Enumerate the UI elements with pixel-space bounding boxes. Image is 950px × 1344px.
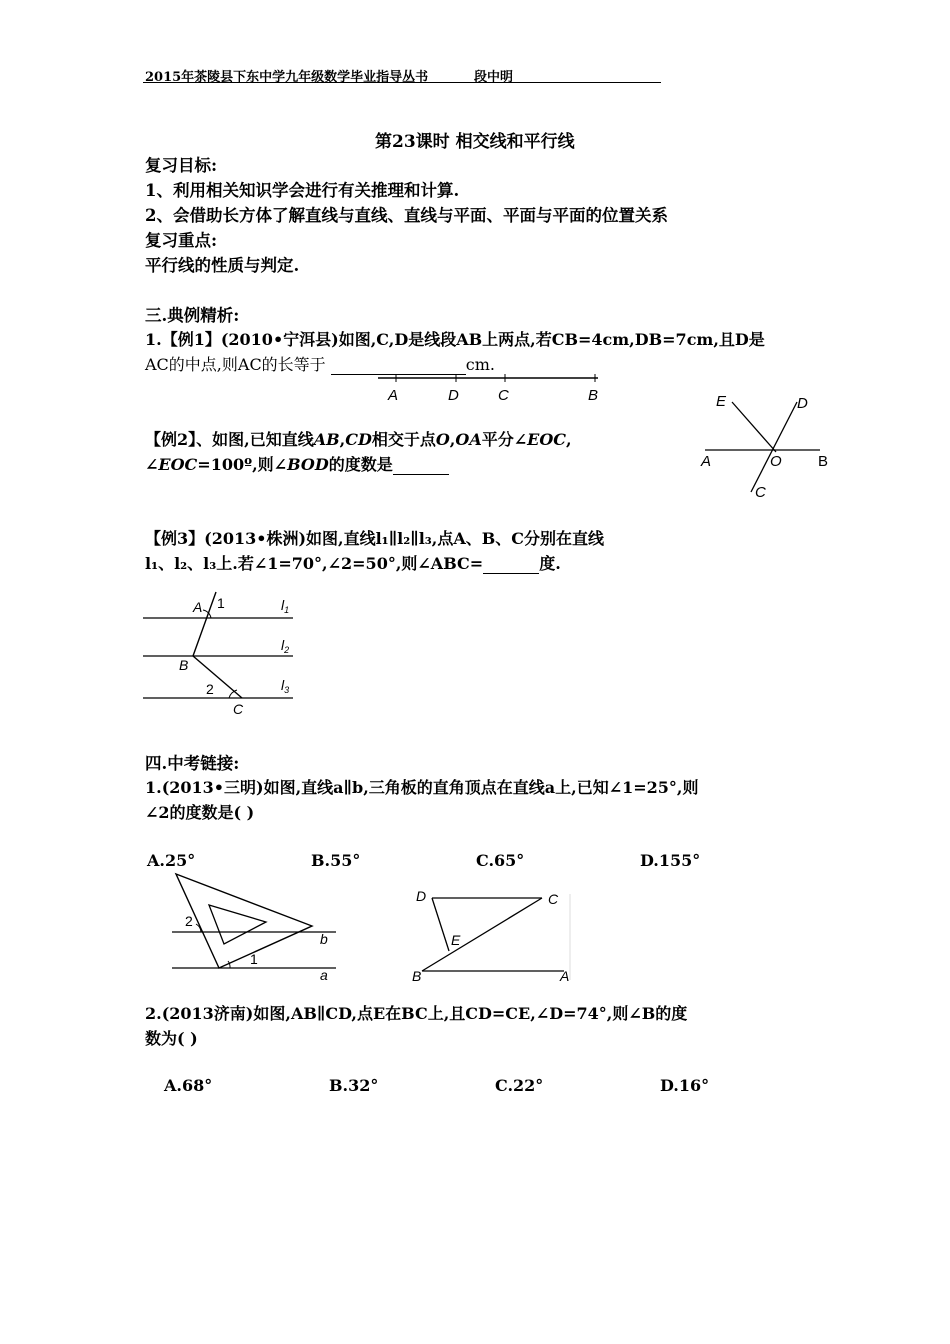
- goals-heading: 复习目标:: [145, 156, 218, 175]
- ex2-text-e: ,: [566, 430, 572, 449]
- q1-label-b: b: [320, 931, 328, 947]
- q2-option-d: D.16°: [660, 1076, 710, 1095]
- ex2-text-b: 相交于点: [371, 430, 436, 449]
- ex2-var-eoc: EOC: [527, 430, 567, 449]
- ex3-label-angle1: 1: [217, 595, 225, 611]
- ex2-label-d: D: [797, 395, 808, 412]
- goal-item-2: 2、会借助长方体了解直线与直线、直线与平面、平面与平面的位置关系: [145, 206, 668, 225]
- q1-option-b: B.55°: [311, 851, 361, 870]
- ex2-var-oa: OA: [455, 430, 482, 449]
- goal-item-1: 1、利用相关知识学会进行有关推理和计算.: [145, 181, 460, 200]
- q1-option-a: A.25°: [147, 851, 196, 870]
- section3-heading: 三.典例精析:: [145, 306, 240, 325]
- ex2-angle-sign: ∠: [145, 455, 159, 474]
- ex3-answer-blank: [483, 554, 539, 574]
- ex1-label-d: D: [448, 387, 459, 404]
- ex1-line2-text: AC的中点,则AC的长等于: [145, 355, 326, 374]
- ex2-label-c: C: [755, 484, 766, 501]
- ex3-label-b: B: [179, 657, 189, 673]
- ex2-text-f: =100º,则∠: [197, 455, 288, 474]
- ex3-label-l3: $l_3$: [281, 677, 290, 695]
- q2-label-e: E: [451, 932, 461, 948]
- ex2-var-eoc2: EOC: [158, 455, 198, 474]
- q1-label-a: a: [320, 967, 328, 983]
- ex2-text-a: 【例2】、如图,已知直线: [145, 430, 314, 449]
- ex2-label-b: B: [818, 453, 829, 470]
- ex2-text-c: ,: [449, 430, 456, 449]
- q2-parallel-figure: [410, 884, 580, 984]
- section4-heading: 四.中考链接:: [145, 754, 240, 773]
- ex3-label-angle2: 2: [206, 681, 214, 697]
- ex2-line2: [145, 452, 449, 475]
- q1-label-angle1: 1: [250, 951, 258, 967]
- q2-option-b: B.32°: [329, 1076, 379, 1095]
- q2-option-a: A.68°: [164, 1076, 213, 1095]
- ex1-segment-figure: [378, 372, 618, 408]
- q1-triangle-ruler-figure: [170, 872, 350, 982]
- ex2-var-o: O: [435, 430, 450, 449]
- ex2-label-o: O: [770, 453, 782, 470]
- ex2-var-ab: AB: [313, 430, 340, 449]
- ex2-comma: ,: [339, 430, 346, 449]
- q2-line2: 数为( ): [145, 1029, 198, 1048]
- q2-label-c: C: [548, 891, 559, 907]
- q2-line1: 2.(2013济南)如图,AB∥CD,点E在BC上,且CD=CE,∠D=74°,则∠B的度: [145, 1004, 688, 1023]
- ex3-line2: [145, 551, 561, 574]
- focus-text: 平行线的性质与判定.: [145, 256, 300, 275]
- q1-line2: ∠2的度数是( ): [145, 803, 255, 822]
- q2-label-b: B: [412, 968, 422, 984]
- ex2-label-e: E: [716, 393, 727, 410]
- q1-option-d: D.155°: [640, 851, 701, 870]
- q1-line1: 1.(2013•三明)如图,直线a∥b,三角板的直角顶点在直线a上,已知∠1=25°,则: [145, 778, 699, 797]
- ex2-line1: [145, 427, 572, 450]
- q1-label-angle2: 2: [185, 913, 193, 929]
- ex1-label-a: A: [388, 387, 399, 404]
- ex2-label-a: A: [701, 453, 712, 470]
- q2-label-a: A: [560, 968, 570, 984]
- ex3-text-a: l₁、l₂、l₃上.若∠1=70°,∠2=50°,则∠ABC=: [145, 554, 484, 573]
- ex3-label-a: A: [193, 599, 203, 615]
- header-rule: [143, 82, 661, 83]
- ex2-text-d: 平分∠: [481, 430, 528, 449]
- page-title: 第23课时 相交线和平行线: [375, 132, 575, 152]
- ex2-answer-blank: [393, 455, 449, 475]
- q2-option-c: C.22°: [495, 1076, 544, 1095]
- q1-option-c: C.65°: [476, 851, 525, 870]
- ex3-label-c: C: [233, 701, 244, 717]
- ex2-intersecting-lines-figure: [700, 392, 840, 502]
- ex1-label-b: B: [588, 387, 599, 404]
- q2-label-d: D: [416, 888, 427, 904]
- header-author: 段中明: [474, 70, 514, 85]
- ex3-line1: 【例3】(2013•株洲)如图,直线l₁∥l₂∥l₃,点A、B、C分别在直线: [145, 529, 605, 548]
- ex2-var-cd: CD: [345, 430, 372, 449]
- ex1-unit: cm.: [465, 355, 495, 374]
- ex3-label-l1: $l_1$: [281, 597, 290, 615]
- focus-heading: 复习重点:: [145, 231, 218, 250]
- ex2-text-g: 的度数是: [328, 455, 393, 474]
- ex1-label-c: C: [498, 387, 509, 404]
- ex3-parallel-lines-figure: [143, 590, 313, 720]
- ex2-var-bod: BOD: [287, 455, 329, 474]
- ex3-label-l2: $l_2$: [281, 637, 290, 655]
- ex3-text-b: 度.: [539, 554, 561, 573]
- ex1-line1: 1.【例1】(2010•宁洱县)如图,C,D是线段AB上两点,若CB=4cm,DB=7cm,且D是: [145, 330, 765, 349]
- header-series: 2015年茶陵县下东中学九年级数学毕业指导丛书: [145, 70, 429, 85]
